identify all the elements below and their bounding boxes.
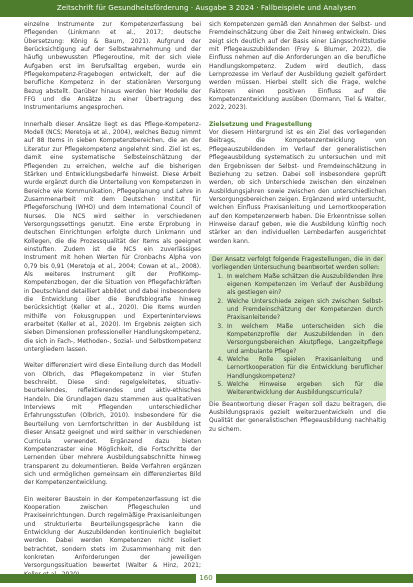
running-header	[0, 0, 413, 17]
box-intro: Der Ansatz verfolgt folgende Fragestellungen, die in der vorliegenden Untersuchung beantwortet werden sollen:	[212, 255, 383, 272]
research-question: 5. Welche Hinweise ergeben sich für die Weiterentwicklung der Ausbildungscurricula?	[225, 381, 383, 398]
body-paragraph: einzelne Instrumente zur Kompetenzerfassung bei Pflegenden (Linkmann et al., 2017; deutsche Übersetzung: König & Baum, 2021). Aufgrund der Berücksichtigung auf der Selbstwahrnehmung und der häufig unbewussten Pflegeroutine, mit der sich viele Aufgaben erst im Berufsalltag ergeben, wurde ein Pflegekompetenz-Fragebogen entwickelt, der auf die berufliche Kompetenz in der stationären Versorgung Bezug abstellt. Darüber hinaus werden hier Modelle der FFG und die Ansätze zu einer Übertragung des Instrumentariums angesprochen.	[24, 21, 201, 112]
research-question: 1. In welchem Maße schätzen die Auszubildenden ihre eigenen Kompetenzen im Verlauf der Ausbildung als gestiegen ein?	[225, 273, 383, 298]
body-paragraph: sich Kompetenzen gemäß den Annahmen der Selbst- und Fremdeinschätzung über die Zeit hinweg entwickeln. Dies zeigt sich deutlich auf der Basis einer Längsschnittstudie mit Pflegeauszubildenden (Frey & Blumer, 2022), die Einfluss nehmen auf die Anforderungen an die berufliche Handlungskompetenz. Zudem wird deutlich, dass Lernprozesse im Verlauf der Ausbildung gezielt gefördert werden müssen. Hierbei stellt sich die Frage, welche Faktoren einen positiven Einfluss auf die Kompetenzentwicklung ausüben (Dormann, Tiel & Walter, 2022, 2023).	[209, 21, 386, 112]
research-questions-box	[209, 254, 386, 401]
running-header-text: Zeitschrift für Gesundheitsförderung · Ausgabe 3 2024 · Fallbeispiele und Analysen	[56, 4, 357, 12]
body-paragraph: Vor diesem Hintergrund ist es ein Ziel des vorliegenden Beitrags, die Kompetenzentwicklung von Pflegeauszubildenden im Verlauf der generalistischen Pflegeausbildung systematisch zu untersuchen und mit den Ergebnissen der Selbst- und Fremdeinschätzung in Beziehung zu setzen. Dabei soll insbesondere geprüft werden, ob sich Unterschiede zwischen den einzelnen Ausbildungsjahren sowie zwischen den unterschiedlichen Versorgungsbereichen zeigen. Ergänzend wird untersucht, welchen Einfluss Praxisanleitung und Lernortkooperation auf den Kompetenzerwerb haben. Die Erkenntnisse sollen Hinweise darauf geben, wie die Ausbildung künftig noch stärker an den individuellen Lernbedarfen ausgerichtet werden kann.	[209, 129, 386, 245]
research-questions-list	[212, 273, 383, 398]
body-paragraph: Die Beantwortung dieser Fragen soll dazu beitragen, die Ausbildungspraxis gezielt weiterzuentwickeln und die Qualität der generalistischen Pflegeausbildung nachhaltig zu sichern.	[209, 400, 386, 433]
body-paragraph: Ein weiterer Baustein in der Kompetenzerfassung ist die Kooperation zwischen Pflegeschulen und Praxiseinrichtungen. Durch regelmäßige Praxisanleitungen und strukturierte Beurteilungsgespräche kann die Entwicklung der Auszubildenden kontinuierlich begleitet werden. Dabei werden Kompetenzen nicht isoliert betrachtet, sondern stets im Zusammenhang mit den konkreten Anforderungen der jeweiligen Versorgungssituation bewertet (Walter & Hinz, 2021;	[24, 495, 201, 570]
left-column	[24, 21, 201, 587]
research-question: 4. Welche Rolle spielen Praxisanleitung und Lernortkooperation für die Entwicklung beruflicher Handlungskompetenz?	[225, 356, 383, 381]
body-paragraph: Innerhalb dieser Ansätze liegt es das Pflege-Kompetenz-Modell (NCS; Meretoja et al., 2004), welches Bezug nimmt auf 88 Items in sieben Kompetenzbereichen, die an der Literatur zur Pflegekompetenz angelehnt sind. Ziel ist es, damit eine systematische Selbsteinschätzung der Pflegenden zu erreichen, welche auf die bisherigen Stärken und Entwicklungsbedarfe hinweist. Diese Arbeit wurde ergänzt durch die Unterteilung von Kompetenzen in Bereiche wie Kommunikation, Pflegeplanung und Lehre in Zusammenarbeit mit dem Deutschen Institut für Pflegeforschung (WHO) und dem International Council of Nurses. Die NCS wird seither in verschiedenen Versorgungssettings genutzt. Eine erste Erprobung in deutschen Einrichtungen erfolgte durch Linkmann und Kollegen, die die Prozessqualität der Items als geeignet einstuften. Zudem ist die NCS ein zuverlässiges Instrument mit hohen Werten für Cronbachs Alpha von 0,79 bis 0,91 (Meretoja et al., 2004; Cowan et al., 2008). Als weiteres Instrument gilt der ProfiKomp-Kompetenzbogen, der die Situation von Pflegefachkräften in Deutschland detailliert abbildet und dabei insbesondere die Entwicklung über die Berufsbiografie hinweg berücksichtigt (Keller et al., 2020). Die Items wurden mithilfe von Fokusgruppen und Experteninterviews erarbeitet (Keller et al., 2020). Im Ergebnis zeigten sich sieben Dimensionen professioneller Handlungskompetenz, die sich in Fach-, Methoden-, Sozial- und Selbstkompetenz untergliedern lassen.	[24, 120, 201, 354]
right-column	[209, 21, 386, 442]
research-question: 2. Welche Unterschiede zeigen sich zwischen Selbst- und Fremdeinschätzung der Kompetenzen durch Praxisanleitende?	[225, 298, 383, 323]
section-heading: Zielsetzung und Fragestellung	[209, 120, 312, 128]
page-number: 160	[196, 573, 216, 584]
page-footer	[0, 570, 413, 585]
body-paragraph: Weiter differenziert wird diese Einteilung durch das Modell von Olbrich, das Pflegekompetenz in vier Stufen beschreibt. Diese sind: regelgeleitetes, situativ-beurteilendes, reflektierendes und aktiv-ethisches Handeln. Die Grundlagen dazu stammen aus qualitativen Interviews mit Pflegenden unterschiedlicher Erfahrungsstufen (Olbrich, 2010). Insbesondere für die Beurteilung von Lernfortschritten in der Ausbildung ist dieser Ansatz geeignet und wird seither in verschiedenen Curricula verwendet. Ergänzend dazu bieten Kompetenzraster eine Möglichkeit, die Fortschritte der Lernenden über mehrere Ausbildungsabschnitte hinweg transparent zu dokumentieren. Beide Verfahren ergänzen sich und ermöglichen gemeinsam ein differenziertes Bild der Kompetenzentwicklung.	[24, 362, 201, 487]
research-question: 3. In welchem Maße unterscheiden sich die Kompetenzprofile der Auszubildenden in den Versorgungsbereichen Akutpflege, Langzeitpflege und ambulante Pflege?	[225, 323, 383, 356]
